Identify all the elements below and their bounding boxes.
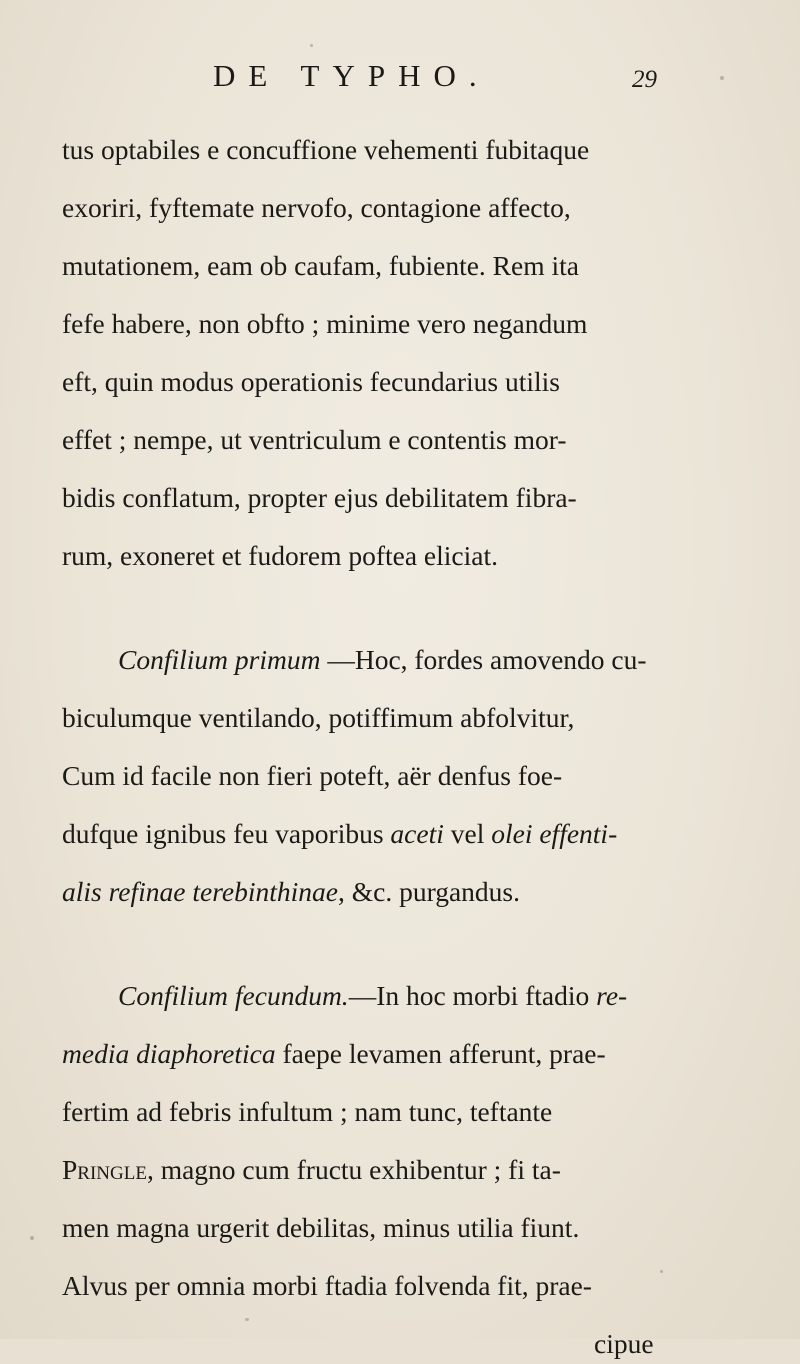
italic-term: re- <box>596 980 628 1011</box>
text-segment: , magno cum fructu exhibentur ; fi ta- <box>146 1154 561 1185</box>
text-line <box>62 1150 561 1190</box>
text-line: tus optabiles e concuffione vehementi fubitaque <box>62 134 590 165</box>
running-title: DE TYPHO. <box>213 58 490 93</box>
em-dash: — <box>320 644 355 675</box>
author-name: Pringle <box>62 1154 147 1185</box>
section-heading: Confilium primum <box>118 644 321 675</box>
italic-term: alis refinae terebinthinae <box>62 876 338 907</box>
text-line <box>62 814 617 854</box>
text-segment: faepe levamen afferunt, prae- <box>275 1038 606 1069</box>
text-line: Cum id facile non fieri poteft, aër denfus foe- <box>62 760 563 791</box>
paper-speck <box>30 1236 34 1240</box>
text-line: Alvus per omnia morbi ftadia folvenda fit, prae- <box>62 1270 592 1301</box>
page-number: 29 <box>632 66 657 93</box>
text-line: rum, exoneret et fudorem poftea eliciat. <box>62 540 498 571</box>
text-segment: dufque ignibus feu vaporibus <box>62 818 391 849</box>
page-header <box>0 58 800 108</box>
text-line: eft, quin modus operationis fecundarius utilis <box>62 366 560 397</box>
text-line: bidis conflatum, propter ejus debilitatem fibra- <box>62 482 577 513</box>
italic-term: olei effenti- <box>491 818 618 849</box>
text-line: fertim ad febris infultum ; nam tunc, teftante <box>62 1096 553 1127</box>
text-line: mutationem, eam ob caufam, fubiente. Rem ita <box>62 250 579 281</box>
text-line: men magna urgerit debilitas, minus utilia fiunt. <box>62 1212 580 1243</box>
text-line: effet ; nempe, ut ventriculum e contentis mor- <box>62 424 567 455</box>
text-segment: vel <box>443 818 492 849</box>
paper-speck <box>720 76 724 80</box>
text-segment: , &c. purgandus. <box>337 876 521 907</box>
italic-term: aceti <box>390 818 444 849</box>
text-line <box>118 640 647 680</box>
paper-speck <box>245 1318 249 1321</box>
italic-term: media diaphoretica <box>62 1038 276 1069</box>
text-line <box>62 1034 606 1074</box>
text-line: exoriri, fyftemate nervofo, contagione affecto, <box>62 192 571 223</box>
text-segment: Hoc, fordes amovendo cu- <box>354 644 647 675</box>
text-line <box>118 976 627 1016</box>
paper-speck <box>310 44 313 47</box>
text-line: biculumque ventilando, potiffimum abfolvitur, <box>62 702 575 733</box>
section-heading: Confilium fecundum. <box>118 980 349 1011</box>
paper-speck <box>660 1270 663 1273</box>
catchword: cipue <box>594 1328 654 1359</box>
text-segment: —In hoc morbi ftadio <box>348 980 597 1011</box>
text-line: fefe habere, non obfto ; minime vero negandum <box>62 308 588 339</box>
text-line <box>62 872 520 912</box>
